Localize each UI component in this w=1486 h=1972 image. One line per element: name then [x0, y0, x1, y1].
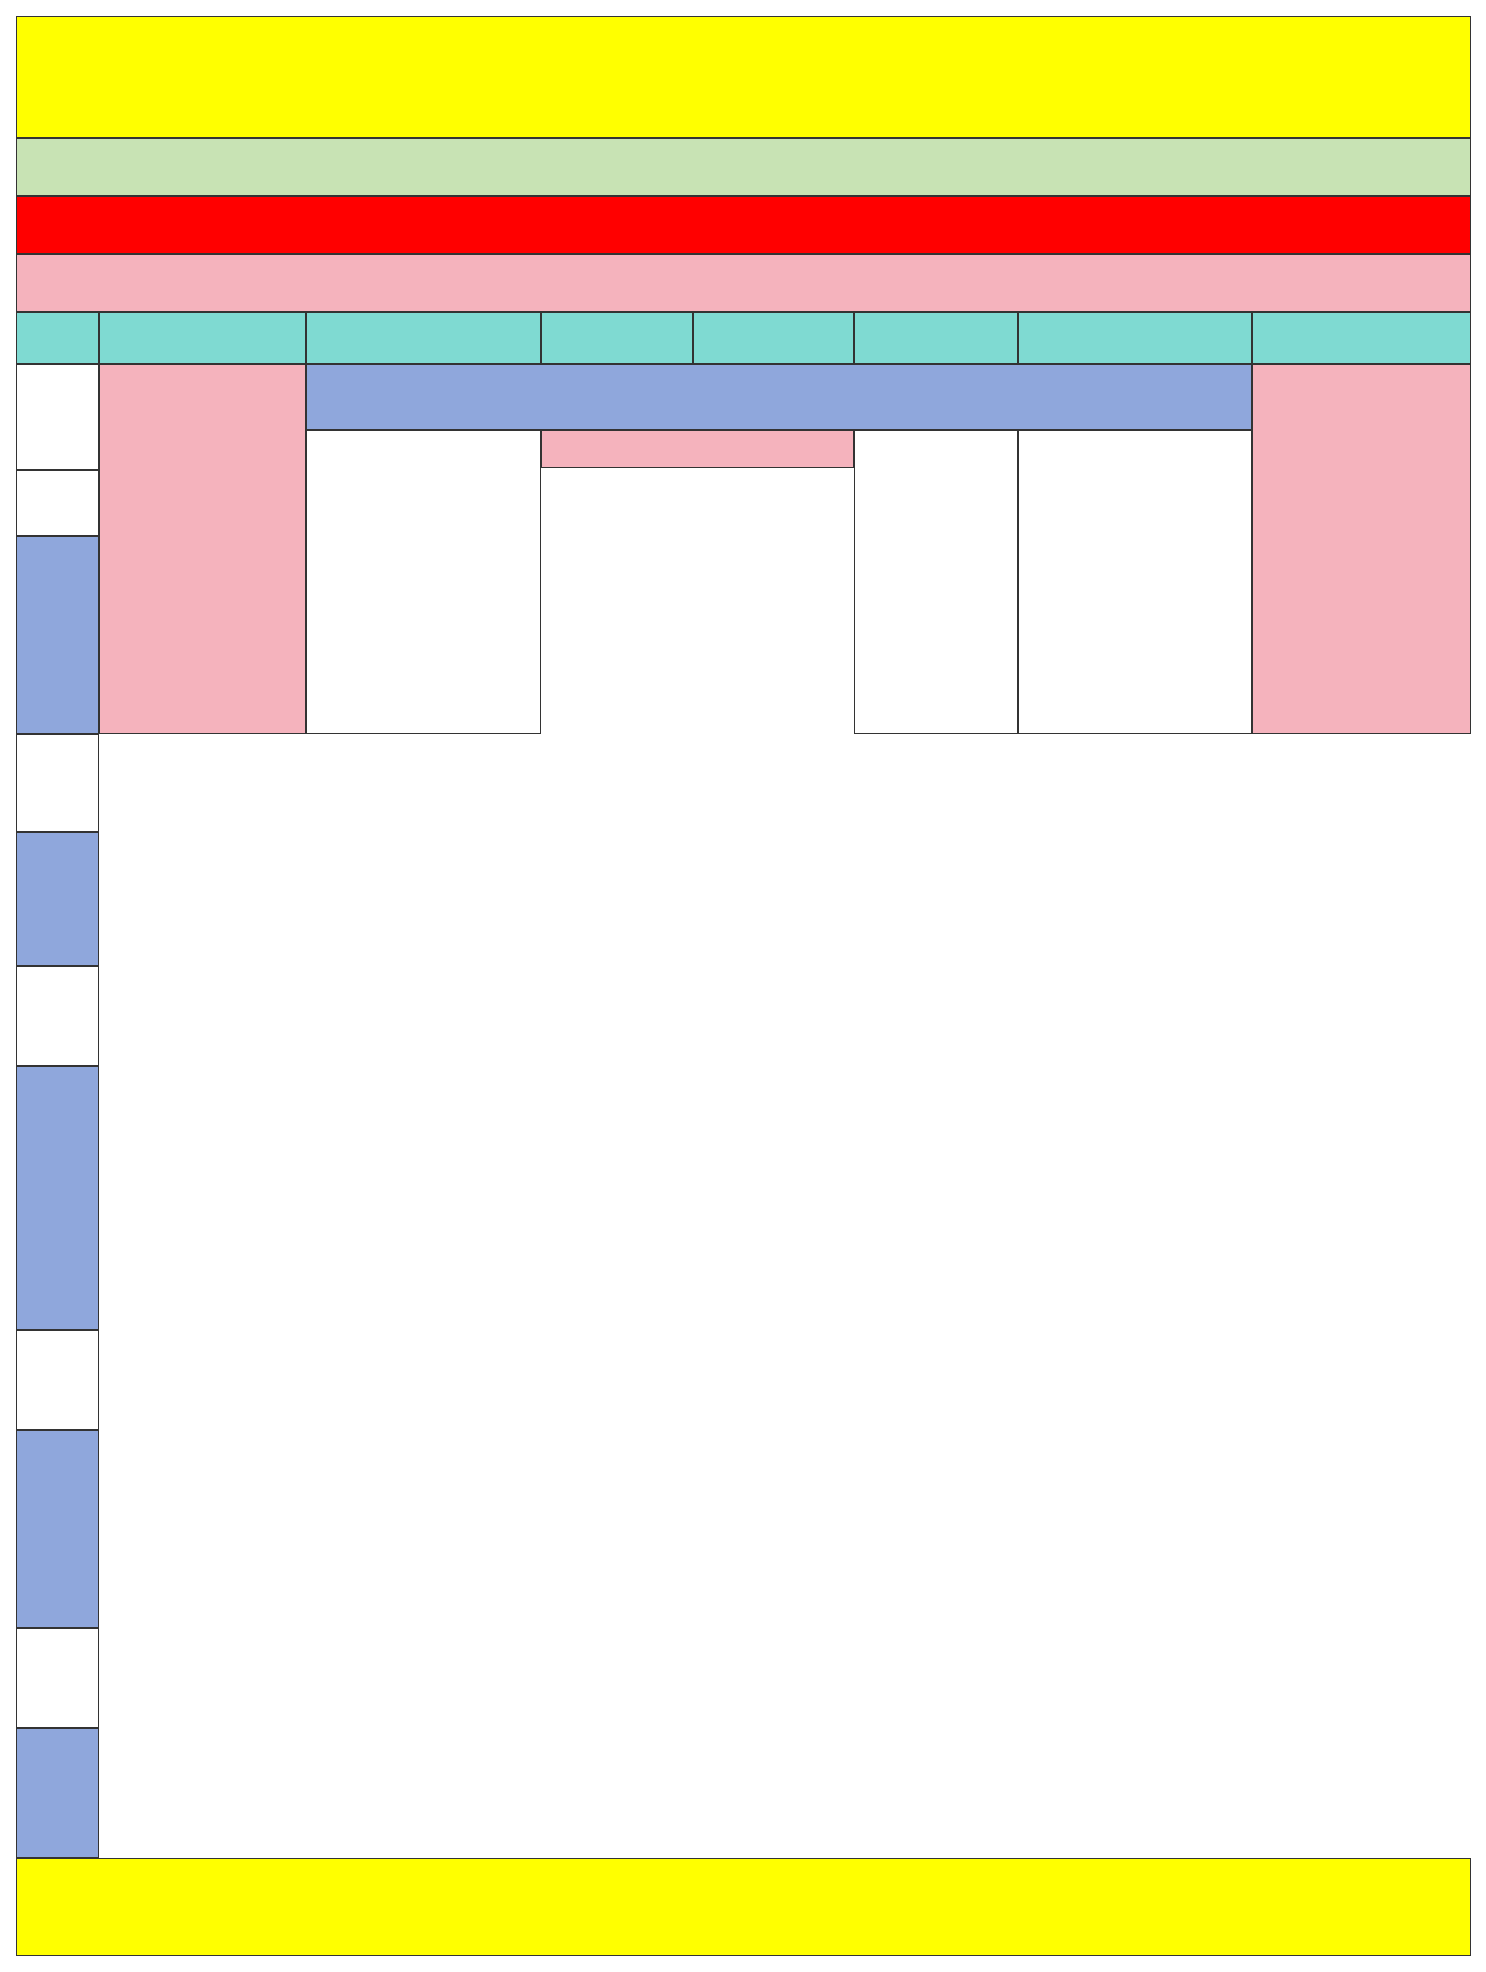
time-label: [16, 470, 99, 536]
table-col-white: [16, 1628, 99, 1728]
header-info-right: [1252, 312, 1471, 364]
table-col-white: [16, 966, 99, 1066]
header-games: [541, 312, 693, 364]
table-number: [16, 364, 99, 470]
table-col-blue: [16, 1430, 99, 1628]
footer-cheer: [608, 1880, 868, 1938]
table-col-blue: [16, 832, 99, 966]
table-col-white: [16, 1330, 99, 1430]
header-score: [693, 312, 854, 364]
page-title: [16, 16, 1471, 138]
header-total: [854, 312, 1018, 364]
roster-left: [99, 364, 306, 734]
header-info-left: [99, 312, 306, 364]
stage-banner: [16, 196, 1471, 254]
table-col-blue: [16, 1728, 99, 1858]
info-line: [16, 138, 1471, 196]
team-right: [1018, 430, 1252, 734]
time-value: [16, 536, 99, 734]
matchup-title: [306, 364, 1252, 430]
table-col-blue: [16, 1066, 99, 1330]
team-left: [306, 430, 541, 734]
follow-line: [16, 254, 1471, 312]
header-team-left: [306, 312, 541, 364]
table-col-white: [16, 734, 99, 832]
footer-cheer: [886, 1880, 1146, 1938]
summary-header: [541, 430, 854, 468]
footer-cheer: [320, 1880, 580, 1938]
header-table: [16, 312, 99, 364]
header-team-right: [1018, 312, 1252, 364]
roster-right: [1252, 364, 1471, 734]
summary-total: [854, 430, 1018, 734]
